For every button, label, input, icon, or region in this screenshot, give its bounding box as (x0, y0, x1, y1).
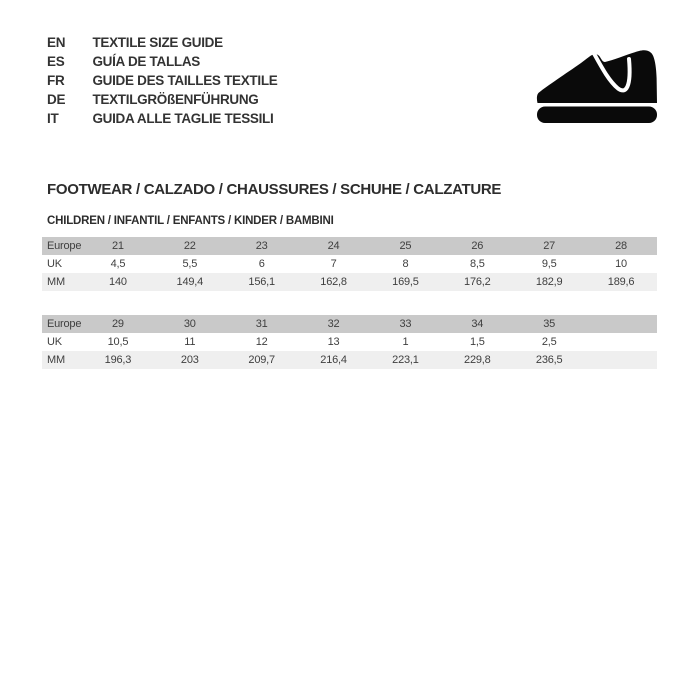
row-label: UK (47, 336, 62, 348)
lang-code: FR (47, 73, 65, 88)
size-cell (585, 315, 657, 333)
row-label: MM (47, 276, 65, 288)
row-label: MM (47, 354, 65, 366)
size-cell: 22 (183, 240, 196, 252)
size-cell: 182,9 (535, 276, 563, 288)
size-cell: 35 (543, 318, 556, 330)
table-row-uk (42, 255, 657, 273)
lang-row-en (47, 33, 277, 52)
size-cell: 229,8 (464, 354, 491, 366)
size-cell: 29 (112, 318, 124, 330)
size-cell: 156,1 (248, 276, 275, 288)
lang-row-de (47, 90, 277, 109)
size-cell: 1 (402, 336, 409, 348)
size-cell: 203 (180, 354, 199, 366)
size-cell: 11 (184, 336, 196, 348)
lang-title: TEXTILGRÖßENFÜHRUNG (92, 92, 259, 107)
size-cell: 8 (402, 258, 409, 270)
size-cell: 13 (327, 336, 340, 348)
size-cell: 8,5 (469, 258, 485, 270)
lang-row-es (47, 52, 277, 71)
subsection-title: CHILDREN / INFANTIL / ENFANTS / KINDER / BAMBINI (47, 215, 334, 227)
size-cell: 140 (109, 276, 127, 288)
lang-row-it (47, 109, 277, 128)
size-cell: 10 (615, 258, 627, 270)
size-cell: 236,5 (535, 354, 563, 366)
size-cell: 9,5 (541, 258, 557, 270)
size-cell: 209,7 (248, 354, 275, 366)
size-cell: 23 (255, 240, 268, 252)
size-cell: 34 (471, 318, 484, 330)
size-cell: 28 (615, 240, 627, 252)
table-row-mm (42, 351, 657, 369)
lang-row-fr (47, 71, 277, 90)
lang-title: TEXTILE SIZE GUIDE (92, 35, 223, 50)
lang-code: DE (47, 92, 66, 107)
size-cell: 223,1 (392, 354, 419, 366)
size-cell: 5,5 (182, 258, 198, 270)
table-row-mm (42, 273, 657, 291)
size-cell: 10,5 (107, 336, 129, 348)
size-cell: 1,5 (469, 336, 485, 348)
size-cell: 2,5 (541, 336, 557, 348)
size-cell: 30 (183, 318, 196, 330)
size-cell: 176,2 (464, 276, 491, 288)
section-title: FOOTWEAR / CALZADO / CHAUSSURES / SCHUHE / CALZATURE (47, 181, 502, 198)
size-table-children-21-28 (42, 237, 657, 291)
size-cell: 6 (258, 258, 265, 270)
size-cell (585, 333, 657, 351)
lang-code: IT (47, 111, 59, 126)
size-cell: 7 (330, 258, 337, 270)
size-cell (585, 351, 657, 369)
size-cell: 12 (255, 336, 268, 348)
size-cell: 196,3 (104, 354, 132, 366)
size-cell: 31 (255, 318, 268, 330)
children-shoe-icon (536, 50, 658, 123)
size-cell: 162,8 (320, 276, 347, 288)
lang-title: GUIDE DES TAILLES TEXTILE (92, 73, 278, 88)
size-cell: 189,6 (607, 276, 635, 288)
size-table-children-29-35 (42, 315, 657, 369)
lang-code: ES (47, 54, 65, 69)
row-label: Europe (47, 240, 82, 252)
size-cell: 25 (399, 240, 412, 252)
table-row-europe (42, 237, 657, 255)
size-cell: 4,5 (110, 258, 126, 270)
size-cell: 24 (327, 240, 340, 252)
size-cell: 32 (327, 318, 340, 330)
language-title-list (47, 33, 277, 128)
size-cell: 33 (399, 318, 412, 330)
lang-title: GUIDA ALLE TAGLIE TESSILI (92, 111, 274, 126)
size-cell: 27 (543, 240, 556, 252)
row-label: UK (47, 258, 62, 270)
size-cell: 149,4 (176, 276, 204, 288)
lang-title: GUÍA DE TALLAS (92, 54, 200, 69)
size-cell: 21 (112, 240, 124, 252)
row-label: Europe (47, 318, 82, 330)
size-cell: 26 (471, 240, 484, 252)
size-cell: 169,5 (392, 276, 419, 288)
table-row-uk (42, 333, 657, 351)
table-row-europe (42, 315, 657, 333)
size-cell: 216,4 (320, 354, 347, 366)
lang-code: EN (47, 35, 66, 50)
